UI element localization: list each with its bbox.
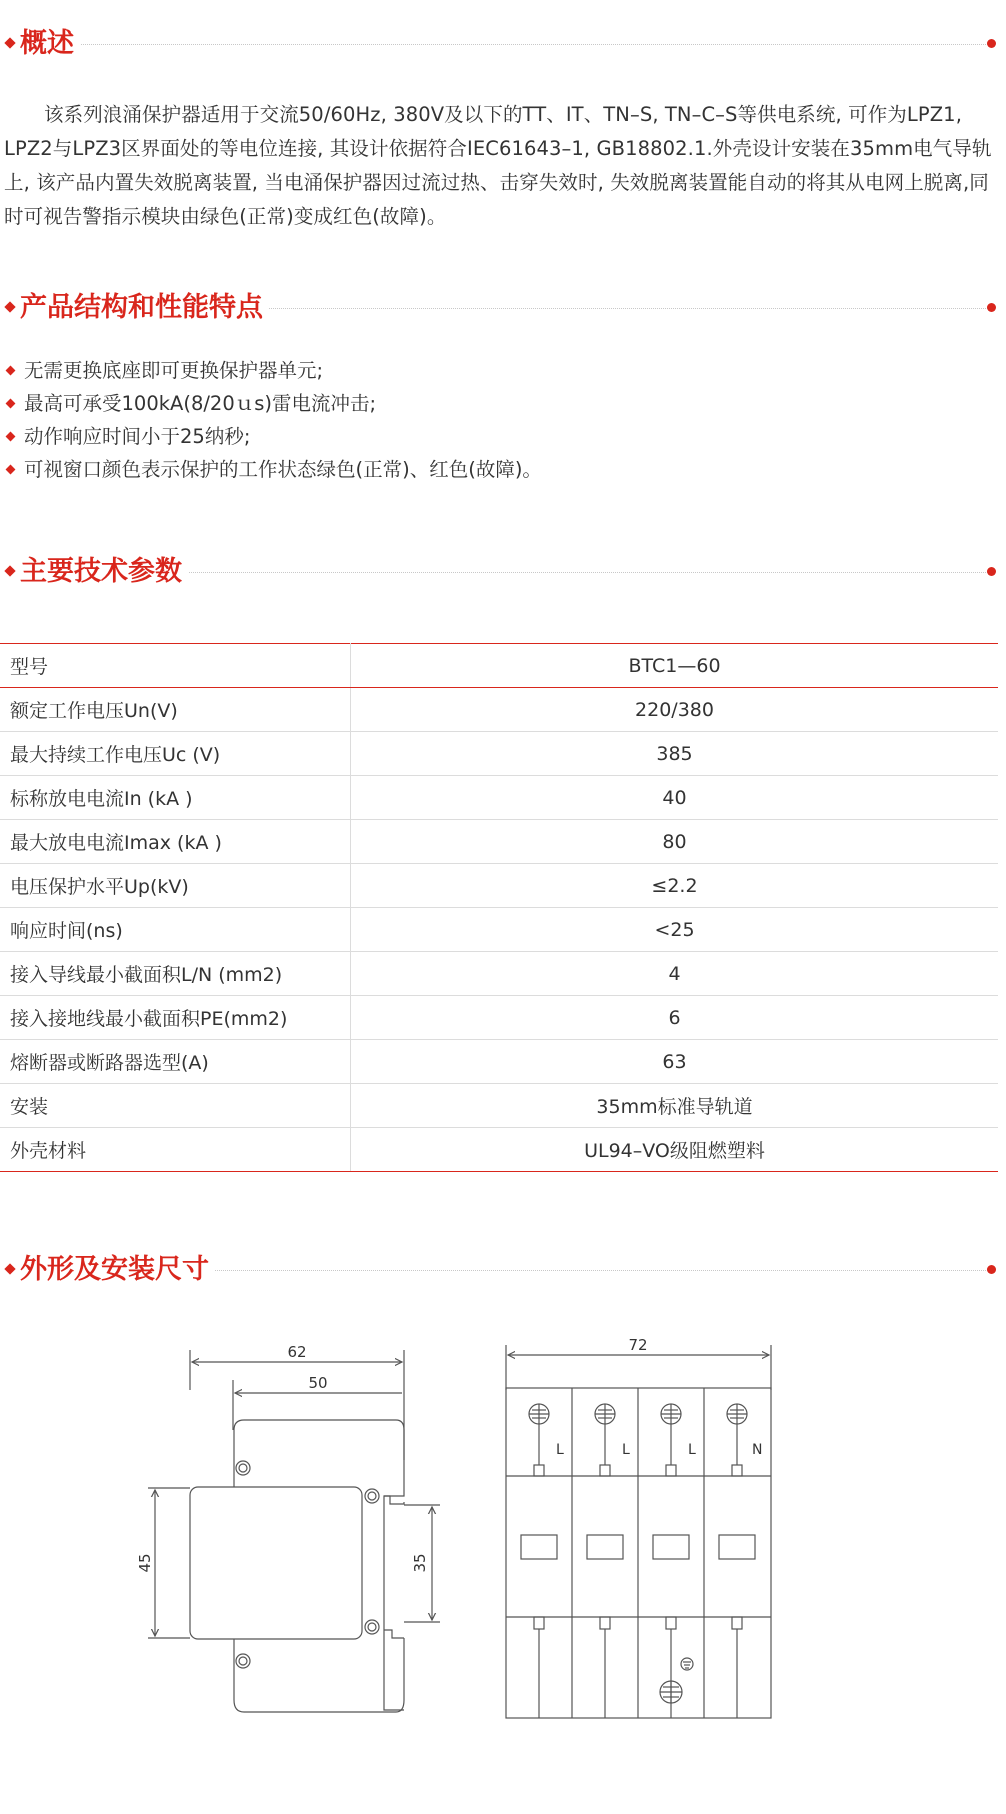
spec-label: 最大放电电流Imax (kA )	[0, 820, 351, 864]
overview-paragraph: 该系列浪涌保护器适用于交流50/60Hz, 380V及以下的TT、IT、TN–S, TN–C–S等供电系统, 可作为LPZ1, LPZ2与LPZ3区界面处的等电位连接, 其设计依据符合IEC61643–1, GB18802.1.外壳设计安装在35mm电气导轨上, 该产品内置失效脱离装置, 当电涌保护器因过流过热、击穿失效时, 失效脱离装置能自动的将其从电网上脱离,同时可视告警指示模块由绿色(正常)变成红色(故障)。	[4, 103, 992, 228]
spec-value: 80	[351, 820, 999, 864]
section-title: 产品结构和性能特点	[20, 290, 269, 326]
spec-value: 6	[351, 996, 999, 1040]
table-row	[0, 908, 998, 952]
section-title: 主要技术参数	[20, 554, 188, 590]
dimension-drawing	[0, 1330, 1006, 1750]
list-item: 最高可承受100kA(8/20ｕs)雷电流冲击;	[0, 387, 542, 420]
spec-label: 额定工作电压Un(V)	[0, 688, 351, 732]
table-row	[0, 688, 998, 732]
dim-label: 45	[136, 1553, 154, 1573]
feature-list	[0, 354, 542, 486]
pole-label: L	[556, 1442, 564, 1458]
spec-value: <25	[351, 908, 999, 952]
spec-value: 35mm标准导轨道	[351, 1084, 999, 1128]
spec-value: BTC1—60	[351, 644, 999, 688]
spec-table	[0, 643, 998, 1172]
dot-icon	[987, 39, 996, 48]
table-row	[0, 996, 998, 1040]
dim-label: 72	[628, 1336, 648, 1354]
spec-label: 标称放电电流In (kA )	[0, 776, 351, 820]
table-row	[0, 732, 998, 776]
front-view	[506, 1345, 771, 1718]
section-title: 概述	[20, 26, 80, 62]
table-row	[0, 776, 998, 820]
diamond-bullet-icon	[6, 432, 16, 442]
spec-label: 安装	[0, 1084, 351, 1128]
diamond-bullet-icon	[4, 565, 15, 576]
diamond-bullet-icon	[6, 366, 16, 376]
spec-label: 响应时间(ns)	[0, 908, 351, 952]
section-title: 外形及安装尺寸	[20, 1252, 215, 1288]
spec-value: ≤2.2	[351, 864, 999, 908]
section-features-header	[0, 288, 1006, 328]
table-row	[0, 864, 998, 908]
table-row	[0, 952, 998, 996]
list-item: 可视窗口颜色表示保护的工作状态绿色(正常)、红色(故障)。	[0, 453, 542, 486]
diamond-bullet-icon	[6, 399, 16, 409]
section-overview-header	[0, 24, 1006, 64]
side-view	[148, 1350, 440, 1712]
section-specs-header	[0, 552, 1006, 592]
section-dimensions-header	[0, 1250, 1006, 1290]
spec-label: 电压保护水平Up(kV)	[0, 864, 351, 908]
table-row	[0, 644, 998, 688]
diamond-bullet-icon	[6, 465, 16, 475]
spec-value: 63	[351, 1040, 999, 1084]
dim-label: 50	[308, 1374, 328, 1392]
spec-value: 385	[351, 732, 999, 776]
dot-icon	[987, 1265, 996, 1274]
spec-label: 外壳材料	[0, 1128, 351, 1172]
dim-label: 62	[287, 1343, 307, 1361]
diamond-bullet-icon	[4, 37, 15, 48]
spec-value: UL94–VO级阻燃塑料	[351, 1128, 999, 1172]
spec-label: 最大持续工作电压Uc (V)	[0, 732, 351, 776]
table-row	[0, 1040, 998, 1084]
list-item: 无需更换底座即可更换保护器单元;	[0, 354, 542, 387]
dim-label: 35	[411, 1553, 429, 1573]
spec-label: 熔断器或断路器选型(A)	[0, 1040, 351, 1084]
table-row	[0, 820, 998, 864]
pole-label: N	[752, 1442, 763, 1458]
spec-label: 接入导线最小截面积L/N (mm2)	[0, 952, 351, 996]
dot-icon	[987, 567, 996, 576]
spec-label: 接入接地线最小截面积PE(mm2)	[0, 996, 351, 1040]
diamond-bullet-icon	[4, 1263, 15, 1274]
dotted-divider	[20, 44, 992, 45]
spec-value: 4	[351, 952, 999, 996]
pole-label: L	[622, 1442, 630, 1458]
spec-value: 220/380	[351, 688, 999, 732]
table-row	[0, 1128, 998, 1172]
dot-icon	[987, 303, 996, 312]
pole-label: L	[688, 1442, 696, 1458]
spec-value: 40	[351, 776, 999, 820]
table-row	[0, 1084, 998, 1128]
list-item: 动作响应时间小于25纳秒;	[0, 420, 542, 453]
spec-label: 型号	[0, 644, 351, 688]
diamond-bullet-icon	[4, 301, 15, 312]
